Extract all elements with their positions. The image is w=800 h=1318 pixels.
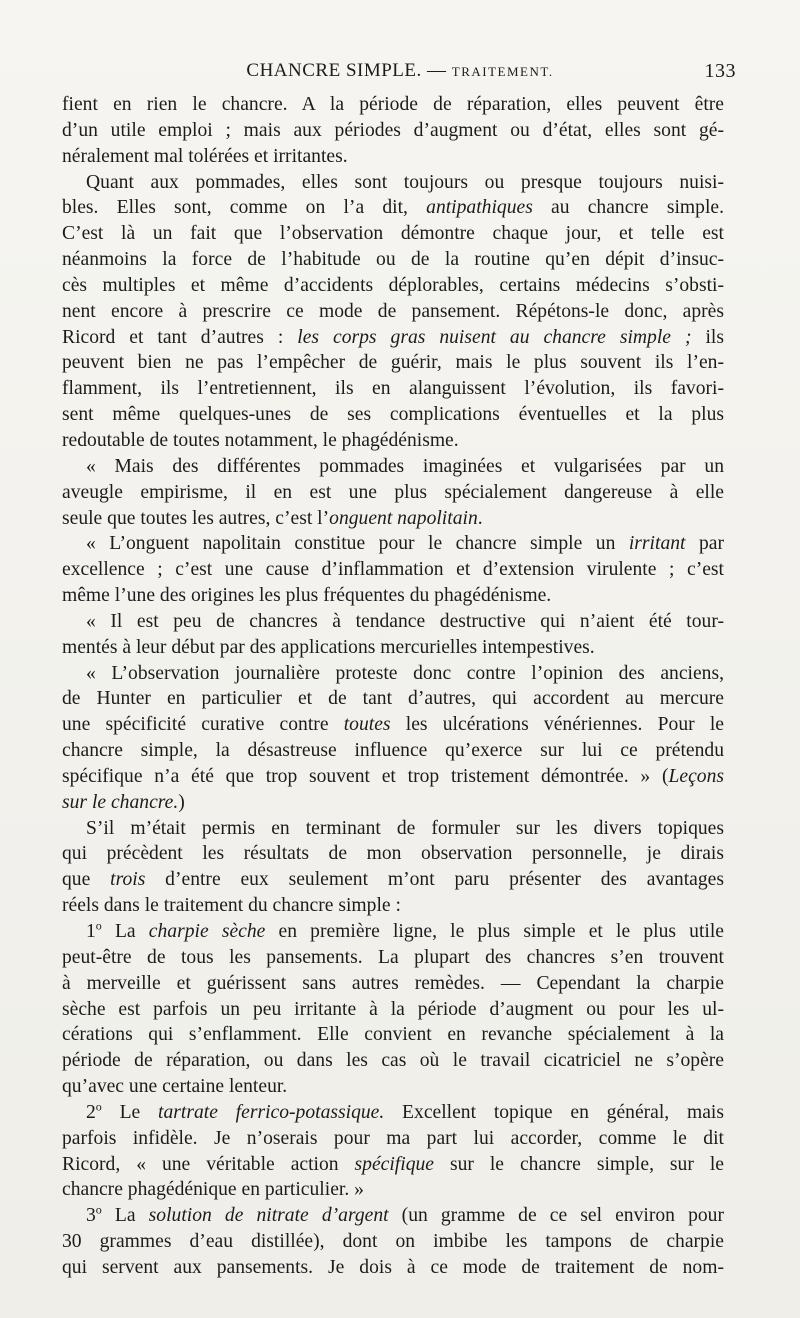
text-line: Ricord et tant d’autres : les corps gras nuisent au chancre simple ; ils (62, 326, 724, 348)
text-line: néralement mal tolérées et irritantes. (62, 145, 348, 167)
text-line: qu’avec une certaine lenteur. (62, 1076, 288, 1098)
text-line: seule que toutes les autres, c’est l’onguent napolitain. (62, 507, 483, 529)
text-line: peuvent bien ne pas l’empêcher de guérir, mais le plus souvent ils l’en- (62, 352, 724, 374)
text-line: fient en rien le chancre. A la période de réparation, elles peuvent être (62, 94, 724, 115)
running-title-main: CHANCRE SIMPLE. — (246, 60, 452, 81)
text-line: bles. Elles sont, comme on l’a dit, antipathiques au chancre simple. (62, 197, 724, 219)
text-line: mentés à leur début par des applications mercurielles intempestives. (62, 636, 595, 658)
text-line: flamment, ils l’entretiennent, ils en alanguissent l’évolution, ils favori- (62, 378, 724, 400)
page-number: 133 (704, 60, 736, 82)
text-line: même l’une des origines les plus fréquentes du phagédénisme. (62, 585, 552, 607)
text-line: S’il m’était permis en terminant de formuler sur les divers topiques (86, 817, 724, 839)
text-line: « Il est peu de chancres à tendance destructive qui n’aient été tour- (86, 610, 724, 632)
text-line: cérations qui s’enflamment. Elle convient en revanche spécialement à la (62, 1024, 724, 1046)
text-line: nent encore à prescrire ce mode de pansement. Répétons-le donc, après (62, 300, 724, 322)
text-line: cès multiples et même d’accidents déplorables, certains médecins s’obsti- (62, 274, 724, 296)
running-header (62, 58, 738, 88)
text-line: réels dans le traitement du chancre simple : (62, 895, 401, 917)
body-text (62, 92, 724, 1281)
text-line: qui précèdent les résultats de mon observation personnelle, je dirais (62, 843, 724, 865)
text-line: sur le chancre.) (62, 791, 185, 813)
text-line: à merveille et guérissent sans autres remèdes. — Cependant la charpie (62, 972, 724, 994)
text-line: Ricord, « une véritable action spécifique sur le chancre simple, sur le (62, 1153, 724, 1175)
text-line: d’un utile emploi ; mais aux périodes d’augment ou d’état, elles sont gé- (62, 119, 724, 141)
text-line: aveugle empirisme, il en est une plus spécialement dangereuse à elle (62, 481, 724, 503)
text-line: 30 grammes d’eau distillée), dont on imbibe les tampons de charpie (62, 1231, 724, 1253)
text-line: chancre simple, la désastreuse influence qu’exerce sur lui ce prétendu (62, 740, 724, 762)
text-line: qui servent aux pansements. Je dois à ce mode de traitement de nom- (62, 1256, 724, 1278)
text-line: que trois d’entre eux seulement m’ont paru présenter des avantages (62, 869, 724, 891)
running-title (62, 60, 738, 82)
text-line: Quant aux pommades, elles sont toujours ou presque toujours nuisi- (86, 171, 724, 193)
text-line: 2$^o$ Le tartrate ferrico-potassique. Excellent topique en général, mais (86, 1099, 724, 1123)
text-line: parfois infidèle. Je n’oserais pour ma part lui accorder, comme le dit (62, 1127, 724, 1149)
text-line: néanmoins la force de l’habitude ou de la routine qu’en dépit d’insuc- (62, 249, 724, 271)
running-title-sub: TRAITEMENT. (451, 64, 554, 79)
text-line: chancre phagédénique en particulier. » (62, 1179, 364, 1201)
text-line: spécifique n’a été que trop souvent et trop tristement démontrée. » (Leçons (62, 765, 724, 787)
text-line: peut-être de tous les pansements. La plupart des chancres s’en trouvent (62, 946, 724, 968)
text-line: « Mais des différentes pommades imaginées et vulgarisées par un (86, 455, 724, 477)
text-line: sèche est parfois un peu irritante à la période d’augment ou pour les ul- (62, 998, 724, 1020)
text-line: excellence ; c’est une cause d’inflammation et d’extension virulente ; c’est (62, 559, 724, 581)
text-line: période de réparation, ou dans les cas où le travail cicatriciel ne s’opère (62, 1050, 724, 1072)
text-line: redoutable de toutes notamment, le phagédénisme. (62, 429, 459, 451)
text-line: 1$^o$ La charpie sèche en première ligne, le plus simple et le plus utile (86, 918, 724, 942)
text-line: 3$^o$ La solution de nitrate d’argent (un gramme de ce sel environ pour (86, 1202, 724, 1227)
text-line: de Hunter en particulier et de tant d’autres, qui accordent au mercure (62, 688, 724, 710)
text-line: une spécificité curative contre toutes les ulcérations vénériennes. Pour le (62, 714, 724, 736)
text-line: sent même quelques-unes de ses complications éventuelles et la plus (62, 404, 724, 426)
text-line: « L’onguent napolitain constitue pour le chancre simple un irritant par (86, 533, 724, 555)
text-line: « L’observation journalière proteste donc contre l’opinion des anciens, (86, 662, 724, 684)
text-line: C’est là un fait que l’observation démontre chaque jour, et telle est (62, 223, 724, 245)
